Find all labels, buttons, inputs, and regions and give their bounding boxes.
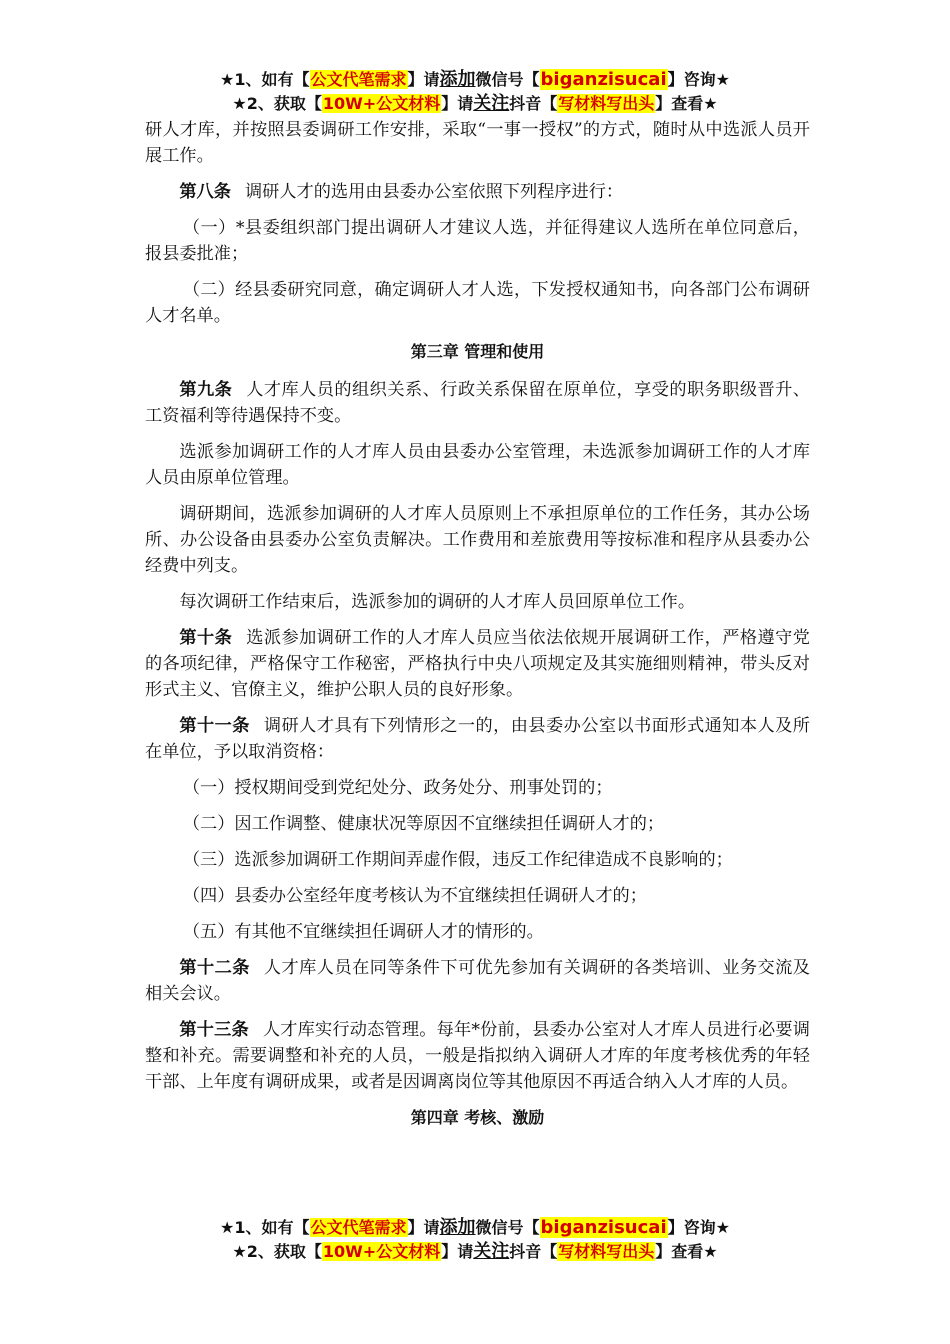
banner-text: 】咨询★	[667, 1218, 730, 1237]
banner-line-1	[0, 68, 950, 92]
header-banner	[0, 68, 950, 116]
article-text: 人才库实行动态管理。每年*份前，县委办公室对人才库人员进行必要调整和补充。需要调整和补充的人员，一般是指拟纳入调研人才库的年度考核优秀的年轻干部、上年度有调研成果，或者是因调离岗位等其他原因不再适合纳入人才库的人员。	[145, 1020, 810, 1092]
banner-text: 微信号【	[475, 1218, 540, 1237]
article-10	[145, 625, 810, 703]
article-11	[145, 713, 810, 765]
banner-highlight: 公文代笔需求	[310, 1218, 407, 1237]
article-text: 人才库人员在同等条件下可优先参加有关调研的各类培训、业务交流及相关会议。	[145, 958, 810, 1004]
banner-text: 】请	[441, 1242, 474, 1261]
banner-text: ★2、获取【	[232, 94, 322, 113]
banner-text: 抖音【	[509, 94, 558, 113]
banner-underlined: 关注	[473, 93, 510, 114]
document-body	[145, 117, 810, 1143]
banner-text: 微信号【	[475, 70, 540, 89]
banner-line-2	[0, 92, 950, 116]
banner-text: 】请	[441, 94, 474, 113]
paragraph: 研人才库，并按照县委调研工作安排，采取“一事一授权”的方式，随时从中选派人员开展工作。	[145, 120, 810, 166]
banner-text: ★1、如有【	[220, 1218, 310, 1237]
list-item: （五）有其他不宜继续担任调研人才的情形的。	[182, 922, 544, 942]
banner-underlined: 添加	[439, 1217, 476, 1238]
article-8	[145, 179, 810, 205]
chapter-heading: 第四章 考核、激励	[410, 1108, 545, 1127]
list-item: （一）授权期间受到党纪处分、政务处分、刑事处罚的；	[182, 778, 613, 798]
banner-text: ★1、如有【	[220, 70, 310, 89]
paragraph: 调研期间，选派参加调研的人才库人员原则上不承担原单位的工作任务，其办公场所、办公设备由县委办公室负责解决。工作费用和差旅费用等按标准和程序从县委办公经费中列支。	[145, 504, 810, 576]
list-item: （四）县委办公室经年度考核认为不宜继续担任调研人才的；	[182, 886, 647, 906]
banner-underlined: 添加	[439, 69, 476, 90]
list-item: （三）选派参加调研工作期间弄虚作假，违反工作纪律造成不良影响的；	[182, 850, 733, 870]
banner-highlight: biganzisucai	[540, 69, 667, 90]
article-12	[145, 955, 810, 1007]
article-label: 第十二条	[179, 958, 250, 978]
banner-text: ★2、获取【	[232, 1242, 322, 1261]
article-text: 调研人才具有下列情形之一的，由县委办公室以书面形式通知本人及所在单位，予以取消资格：	[145, 716, 810, 762]
banner-line-2	[0, 1240, 950, 1264]
banner-underlined: 关注	[473, 1241, 510, 1262]
list-item: （二）经县委研究同意，确定调研人才人选，下发授权通知书，向各部门公布调研人才名单。	[145, 280, 810, 326]
list-item: （一）*县委组织部门提出调研人才建议人选，并征得建议人选所在单位同意后，报县委批准；	[145, 218, 810, 264]
banner-line-1	[0, 1216, 950, 1240]
banner-highlight: 公文代笔需求	[310, 70, 407, 89]
banner-text: 】查看★	[655, 1242, 718, 1261]
article-text: 选派参加调研工作的人才库人员应当依法依规开展调研工作，严格遵守党的各项纪律，严格保守工作秘密，严格执行中央八项规定及其实施细则精神，带头反对形式主义、官僚主义，维护公职人员的良好形象。	[145, 628, 810, 700]
article-label: 第九条	[179, 380, 233, 400]
banner-highlight: 10W+公文材料	[322, 94, 441, 113]
chapter-heading: 第三章 管理和使用	[410, 342, 545, 361]
article-label: 第八条	[179, 182, 231, 202]
banner-text: 】请	[407, 1218, 440, 1237]
list-item: （二）因工作调整、健康状况等原因不宜继续担任调研人才的；	[182, 814, 665, 834]
banner-highlight: 10W+公文材料	[322, 1242, 441, 1261]
article-9	[145, 377, 810, 429]
banner-highlight: 写材料写出头	[558, 1242, 655, 1261]
footer-banner	[0, 1216, 950, 1264]
banner-text: 】请	[407, 70, 440, 89]
article-13	[145, 1017, 810, 1095]
banner-highlight: biganzisucai	[540, 1217, 667, 1238]
article-label: 第十三条	[179, 1020, 249, 1040]
paragraph: 选派参加调研工作的人才库人员由县委办公室管理，未选派参加调研工作的人才库人员由原单位管理。	[145, 442, 810, 488]
article-label: 第十条	[179, 628, 233, 648]
banner-text: 】咨询★	[667, 70, 730, 89]
banner-text: 】查看★	[655, 94, 718, 113]
article-label: 第十一条	[179, 716, 250, 736]
banner-text: 抖音【	[509, 1242, 558, 1261]
article-text: 调研人才的选用由县委办公室依照下列程序进行：	[244, 182, 624, 202]
banner-highlight: 写材料写出头	[558, 94, 655, 113]
paragraph: 每次调研工作结束后，选派参加的调研的人才库人员回原单位工作。	[179, 592, 696, 612]
article-text: 人才库人员的组织关系、行政关系保留在原单位，享受的职务职级晋升、工资福利等待遇保持不变。	[145, 380, 810, 426]
